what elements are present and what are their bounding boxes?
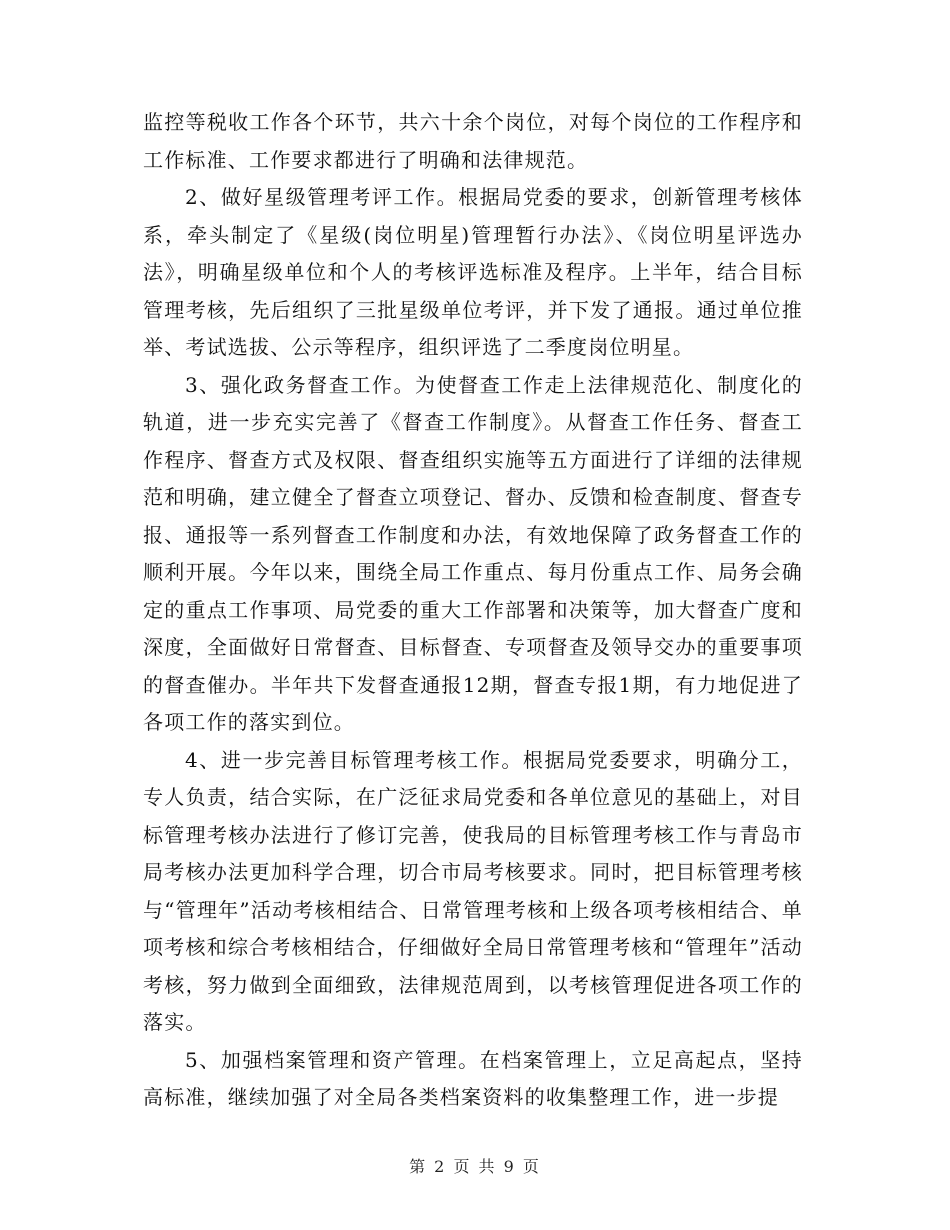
paragraph-archive-management: 5、加强档案管理和资产管理。在档案管理上，立足高起点，坚持高标准，继续加强了对全局各类档案资料的收集整理工作，进一步提 [143, 1047, 803, 1109]
page-footer: 第 2 页 共 9 页 [409, 1157, 541, 1176]
paragraph-star-rating: 2、做好星级管理考评工作。根据局党委的要求，创新管理考核体系，牵头制定了《星级(岗位明星)管理暂行办法》、《岗位明星评选办法》，明确星级单位和个人的考核评选标准及程序。上半年，结合目标管理考核，先后组织了三批星级单位考评，并下发了通报。通过单位推举、考试选拔、公示等程序，组织评选了二季度岗位明星。 [143, 185, 803, 359]
paragraph-supervision: 3、强化政务督查工作。为使督查工作走上法律规范化、制度化的轨道，进一步充实完善了《督查工作制度》。从督查工作任务、督查工作程序、督查方式及权限、督查组织实施等五方面进行了详细的法律规范和明确，建立健全了督查立项登记、督办、反馈和检查制度、督查专报、通报等一系列督查工作制度和办法，有效地保障了政务督查工作的顺利开展。今年以来，围绕全局工作重点、每月份重点工作、局务会确定的重点工作事项、局党委的重大工作部署和决策等，加大督查广度和深度，全面做好日常督查、目标督查、专项督查及领导交办的重要事项的督查催办。半年共下发督查通报12期，督查专报1期，有力地促进了各项工作的落实到位。 [143, 372, 803, 734]
paragraph-target-management: 4、进一步完善目标管理考核工作。根据局党委要求，明确分工，专人负责，结合实际，在广泛征求局党委和各单位意见的基础上，对目标管理考核办法进行了修订完善，使我局的目标管理考核工作与青岛市局考核办法更加科学合理，切合市局考核要求。同时，把目标管理考核与“管理年”活动考核相结合、日常管理考核和上级各项考核相结合、单项考核和综合考核相结合，仔细做好全局日常管理考核和“管理年”活动考核，努力做到全面细致，法律规范周到，以考核管理促进各项工作的落实。 [143, 747, 803, 1034]
document-body [143, 104, 803, 1117]
paragraph-continuation: 监控等税收工作各个环节，共六十余个岗位，对每个岗位的工作程序和工作标准、工作要求都进行了明确和法律规范。 [143, 110, 803, 172]
